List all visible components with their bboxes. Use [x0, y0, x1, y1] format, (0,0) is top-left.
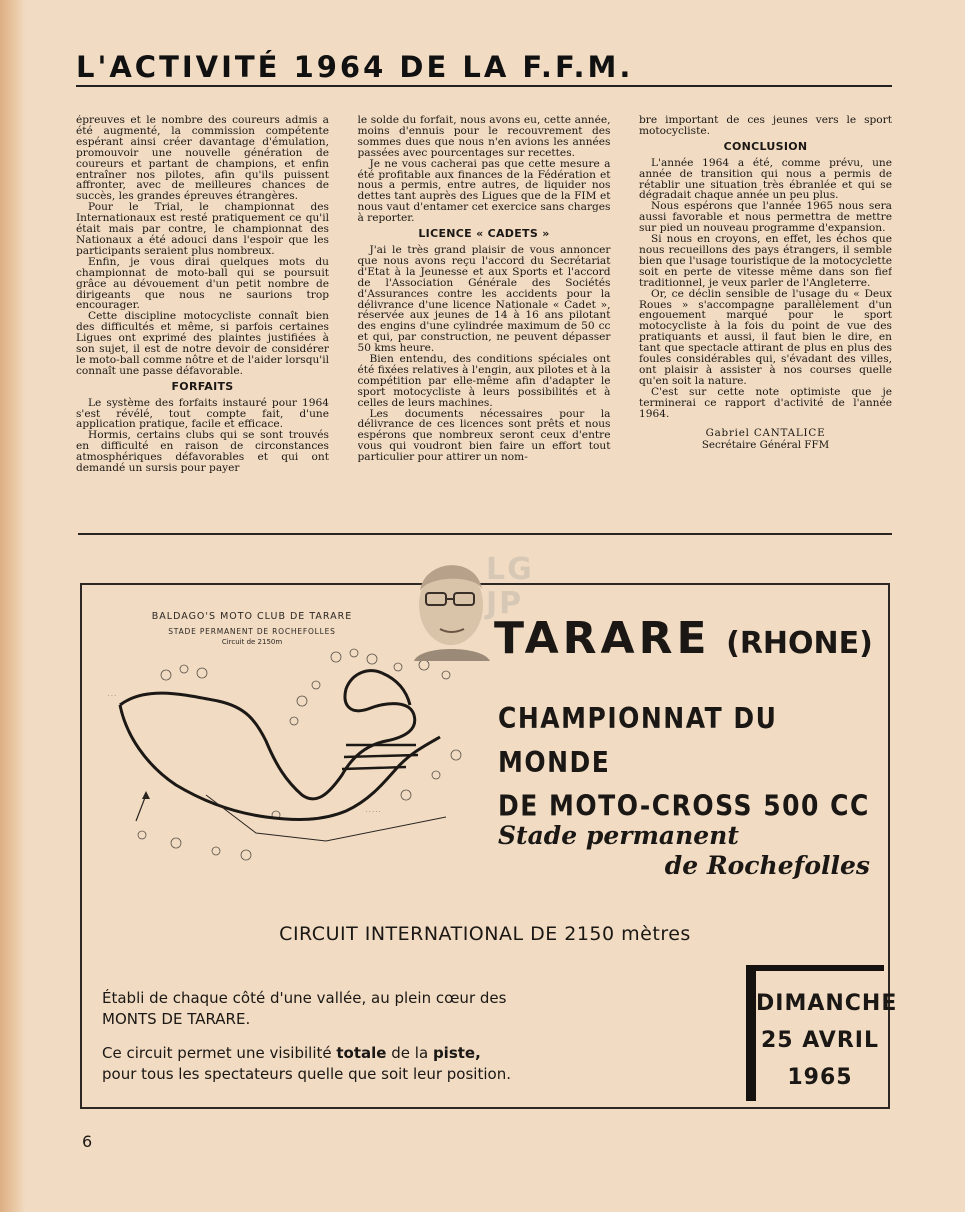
visibility-line-1 [102, 1043, 742, 1064]
event-region: (RHONE) [726, 626, 873, 661]
paragraph: Je ne vous cacherai pas que cette mesure a été profitable aux finances de la Fédération et nous a permis, entre autres, de liquider nos dettes tant auprès des Ligues que de la FIM et nous vaut d'entamer cet exercice sans charges à reporter. [357, 157, 611, 225]
event-headline [498, 697, 874, 828]
circuit-map-illustration [106, 645, 476, 885]
visibility-text: de la [391, 1044, 429, 1062]
event-year: 1965 [787, 1065, 853, 1090]
paragraph: Or, ce déclin sensible de l'usage du « Deux Roues » s'accompagne parallèlement d'un engouement marqué pour le sport motocycliste à la fois du point de vue des pratiquants et aussi, il faut bien le dire, en tant que spectacle attirant de plus en plus des foules considérables qui, s'évadant des villes, ont plaisir à assister à nos courses quelle qu'en soit la nature. [639, 287, 892, 387]
paragraph: Pour le Trial, le championnat des Internationaux est resté pratiquement ce qu'il était mais par contre, le championnat des Nationaux a été adouci dans l'espoir que les participants seraient plus nombreux. [76, 201, 329, 257]
map-subtitle: STADE PERMANENT DE ROCHEFOLLES [168, 627, 336, 636]
paragraph: L'année 1964 a été, comme prévu, une année de transition qui nous a permis de rétablir une situation très ébranlée et qui se dégradait chaque année un peu plus. [639, 156, 892, 202]
svg-text:· · ·: · · · [108, 693, 116, 699]
watermark-logo: LG JP [486, 552, 534, 621]
paragraph: C'est sur cette note optimiste que je terminerai ce rapport d'activité de l'année 1964. [639, 385, 892, 420]
venue-line-1: Stade permanent [498, 821, 739, 850]
paragraph: Enfin, je vous dirai quelques mots du championnat de moto-ball qui se poursuit grâce au dévouement d'un petit nombre de dirigeants que nous ne saurions trop encourager. [76, 255, 329, 312]
paragraph: le solde du forfait, nous avons eu, cette année, moins d'ennuis pour le recouvrement des sommes dues que nous n'en avions les années passées avec pourcentages sur recettes. [357, 115, 611, 159]
article-column-3 [639, 115, 892, 495]
paragraph: Le système des forfaits instauré pour 1964 s'est révélé, tout compte fait, d'une application pratique, facile et efficace. [76, 396, 329, 431]
paragraph: Cette discipline motocycliste connaît bien des difficultés et même, si parfois certaines Ligues ont exprimé des plaintes justifiées à son sujet, il est de notre devoir de considérer le moto-ball comme nôtre et de l'aider lorsqu'il connaît une passe défavorable. [76, 310, 329, 377]
event-advertisement [80, 552, 898, 1109]
circuit-unit: mètres [621, 923, 691, 945]
page-edge [0, 0, 26, 1212]
section-heading-forfaits: FORFAITS [171, 379, 234, 393]
event-day: DIMANCHE [756, 991, 898, 1016]
event-city: TARARE [494, 613, 711, 664]
paragraph: Nous espérons que l'année 1965 nous sera aussi favorable et nous permettra de mettre sur pied un nouveau programme d'expansion. [639, 200, 892, 235]
headline-line-2: DE MOTO-CROSS 500 CC [498, 789, 870, 823]
map-length: Circuit de 2150m [221, 638, 283, 646]
article-column-1 [76, 115, 329, 495]
section-divider [78, 533, 892, 535]
paragraph: Les documents nécessaires pour la délivrance de ces licences sont prêts et nous espérons que nombreux seront ceux d'entre vous qui voudront bien faire un effort tout particulier pour attirer un nom- [357, 407, 611, 464]
page-number: 6 [82, 1132, 93, 1151]
section-heading-conclusion: CONCLUSION [723, 139, 808, 153]
paragraph: bre important de ces jeunes vers le sport motocycliste. [639, 115, 892, 137]
article-column-2 [358, 115, 611, 495]
svg-text:· · · · ·: · · · · · [366, 809, 381, 815]
signature-name: Gabriel CANTALICE [705, 427, 826, 440]
visibility-emphasis: piste, [432, 1044, 481, 1062]
section-heading-cadets: LICENCE « CADETS » [418, 227, 550, 241]
visibility-text: Ce circuit permet une visibilité [102, 1044, 332, 1062]
title-rule [76, 85, 892, 87]
event-date-box [746, 965, 898, 1101]
signature-title: Secrétaire Général FFM [701, 439, 830, 452]
description-line-1: Établi de chaque côté d'une vallée, au plein cœur des [102, 989, 507, 1007]
visibility-description [102, 1043, 742, 1085]
page-title: L'ACTIVITÉ 1964 DE LA F.F.M. [76, 50, 634, 84]
official-portrait-photo [406, 553, 496, 663]
venue-description [102, 988, 742, 1030]
article-body [76, 115, 892, 495]
event-date: 25 AVRIL [761, 1028, 879, 1053]
paragraph: épreuves et le nombre des coureurs admis a été augmenté, la commission compétente espérant ainsi créer davantage d'émulation, promouvoir une nouvelle génération de coureurs et partant de champions, et enfin entraîner nos pilotes, afin qu'ils puissent affronter, avec de meilleures chances de succès, les grandes épreuves étrangères. [76, 115, 329, 203]
signature [639, 427, 892, 451]
venue-line-2: de Rochefolles [664, 851, 870, 880]
visibility-line-2: pour tous les spectateurs quelle que soit leur position. [102, 1065, 511, 1083]
headline-line-1: CHAMPIONNAT DU MONDE [498, 701, 778, 779]
circuit-length-banner [82, 923, 888, 945]
map-title: BALDAGO'S MOTO CLUB DE TARARE [151, 611, 353, 622]
visibility-emphasis: totale [336, 1044, 387, 1062]
paragraph: Si nous en croyons, en effet, les échos que nous recueillons des pays étrangers, il semble bien que l'usage touristique de la motocyclette soit en perte de vitesse même dans son fief traditionnel, je veux parler de l'Angleterre. [639, 233, 892, 289]
circuit-label: CIRCUIT INTERNATIONAL DE 2150 [279, 923, 615, 945]
paragraph: Hormis, certains clubs qui se sont trouvés en difficulté en raison de circonstances atmosphériques défavorables et qui ont demandé un sursis pour payer [76, 429, 329, 475]
description-line-2: MONTS DE TARARE. [102, 1010, 251, 1028]
paragraph: Bien entendu, des conditions spéciales ont été fixées relatives à l'engin, aux pilotes et à la compétition par elle-même afin d'adapter le sport motocycliste à leurs possibilités et à celles de leurs machines. [357, 353, 611, 409]
event-location [494, 613, 874, 673]
paragraph: J'ai le très grand plaisir de vous annoncer que nous avons reçu l'accord du Secrétariat d'Etat à la Jeunesse et aux Sports et l'accord de l'Association Générale des Sociétés d'Assurances contre les accidents pour la délivrance d'une licence Nationale « Cadet », réservée aux jeunes de 14 à 16 ans pilotant des engins d'une cylindrée maximum de 50 cc et qui, par construction, ne peuvent dépasser 50 kms heure. [357, 243, 611, 355]
